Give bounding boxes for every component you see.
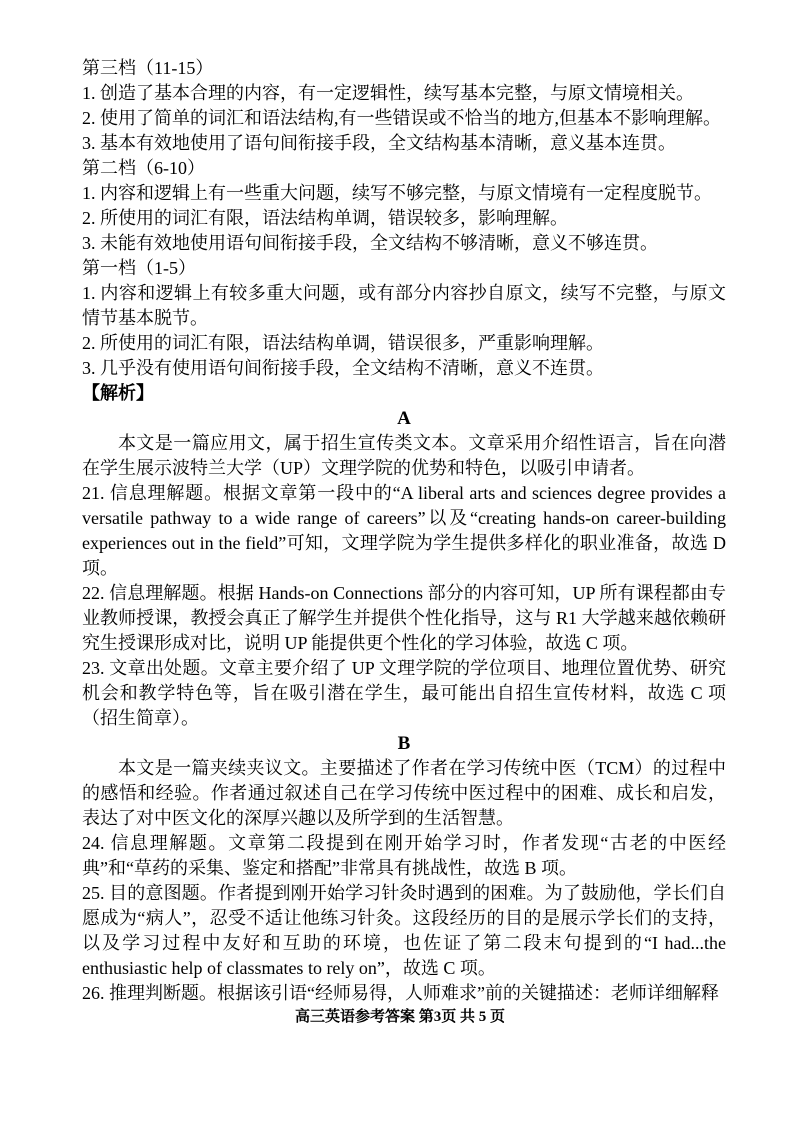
passage-a-heading: A: [397, 408, 411, 429]
answer-item-25: 25. 目的意图题。作者提到刚开始学习针灸时遇到的困难。为了鼓励他，学长们自愿成为“病人”，忍受不适让他练习针灸。这段经历的目的是展示学长们的支持，以及学习过程中友好和互助的环境，也佐证了第二段末句提到的“I had...the enthusiastic help of classmates to rely on”，故选 C 项。: [82, 883, 726, 978]
page-footer: 高三英语参考答案 第3页 共 5 页: [294, 1009, 505, 1025]
rubric-band-3-title: 第三档（11-15）: [82, 58, 214, 78]
rubric-band-2-criterion-2: 2. 所使用的词汇有限，语法结构单调，错误较多，影响理解。: [82, 208, 568, 228]
rubric-band-2-criterion-3: 3. 未能有效地使用语句间衔接手段，全文结构不够清晰，意义不够连贯。: [82, 233, 658, 253]
rubric-band-2-criterion-1: 1. 内容和逻辑上有一些重大问题，续写不够完整，与原文情境有一定程度脱节。: [82, 183, 712, 203]
passage-b-analysis: [82, 731, 726, 1006]
rubric-band-1-criterion-1: 1. 内容和逻辑上有较多重大问题，或有部分内容抄自原文，续写不完整，与原文情节基本脱节。: [82, 283, 726, 328]
passage-a-intro: 本文是一篇应用文，属于招生宣传类文本。文章采用介绍性语言，旨在向潜在学生展示波特兰大学（UP）文理学院的优势和特色，以吸引申请者。: [82, 433, 726, 478]
rubric-band-2-title: 第二档（6-10）: [82, 158, 205, 178]
rubric-band-1-title: 第一档（1-5）: [82, 258, 196, 278]
passage-a-analysis: [82, 406, 726, 731]
answer-item-22: 22. 信息理解题。根据 Hands-on Connections 部分的内容可知，UP 所有课程都由专业教师授课，教授会真正了解学生并提供个性化指导，这与 R1 大学越来越依赖研究生授课形成对比，说明 UP 能提供更个性化的学习体验，故选 C 项。: [82, 583, 726, 653]
answer-item-26: 26. 推理判断题。根据该引语“经师易得，人师难求”前的关键描述：老师详细解释: [82, 983, 719, 1003]
passage-b-intro: 本文是一篇夹续夹议文。主要描述了作者在学习传统中医（TCM）的过程中的感悟和经验。作者通过叙述自己在学习传统中医过程中的困难、成长和启发，表达了对中医文化的深厚兴趣以及所学到的生活智慧。: [82, 758, 726, 828]
answer-item-21: 21. 信息理解题。根据文章第一段中的“A liberal arts and sciences degree provides a versatile pathway to a wide range of careers”以及“creating hands-on career-building experiences out in the field”可知，文理学院为学生提供多样化的职业准备，故选 D 项。: [82, 483, 726, 578]
answer-item-24: 24. 信息理解题。文章第二段提到在刚开始学习时，作者发现“古老的中医经典”和“草药的采集、鉴定和搭配”非常具有挑战性，故选 B 项。: [82, 833, 726, 878]
answer-item-23: 23. 文章出处题。文章主要介绍了 UP 文理学院的学位项目、地理位置优势、研究机会和教学特色等，旨在吸引潜在学生，最可能出自招生宣传材料，故选 C 项（招生简章）。: [82, 658, 726, 728]
analysis-section-label: 【解析】: [82, 383, 154, 403]
scoring-rubric: [82, 56, 726, 381]
rubric-band-3-criterion-2: 2. 使用了简单的词汇和语法结构,有一些错误或不恰当的地方,但基本不影响理解。: [82, 108, 721, 128]
passage-b-heading: B: [397, 733, 411, 754]
rubric-band-1-criterion-3: 3. 几乎没有使用语句间衔接手段，全文结构不清晰，意义不连贯。: [82, 358, 604, 378]
rubric-band-1-criterion-2: 2. 所使用的词汇有限，语法结构单调，错误很多，严重影响理解。: [82, 333, 604, 353]
rubric-band-3-criterion-3: 3. 基本有效地使用了语句间衔接手段，全文结构基本清晰，意义基本连贯。: [82, 133, 676, 153]
rubric-band-3-criterion-1: 1. 创造了基本合理的内容，有一定逻辑性，续写基本完整，与原文情境相关。: [82, 83, 694, 103]
